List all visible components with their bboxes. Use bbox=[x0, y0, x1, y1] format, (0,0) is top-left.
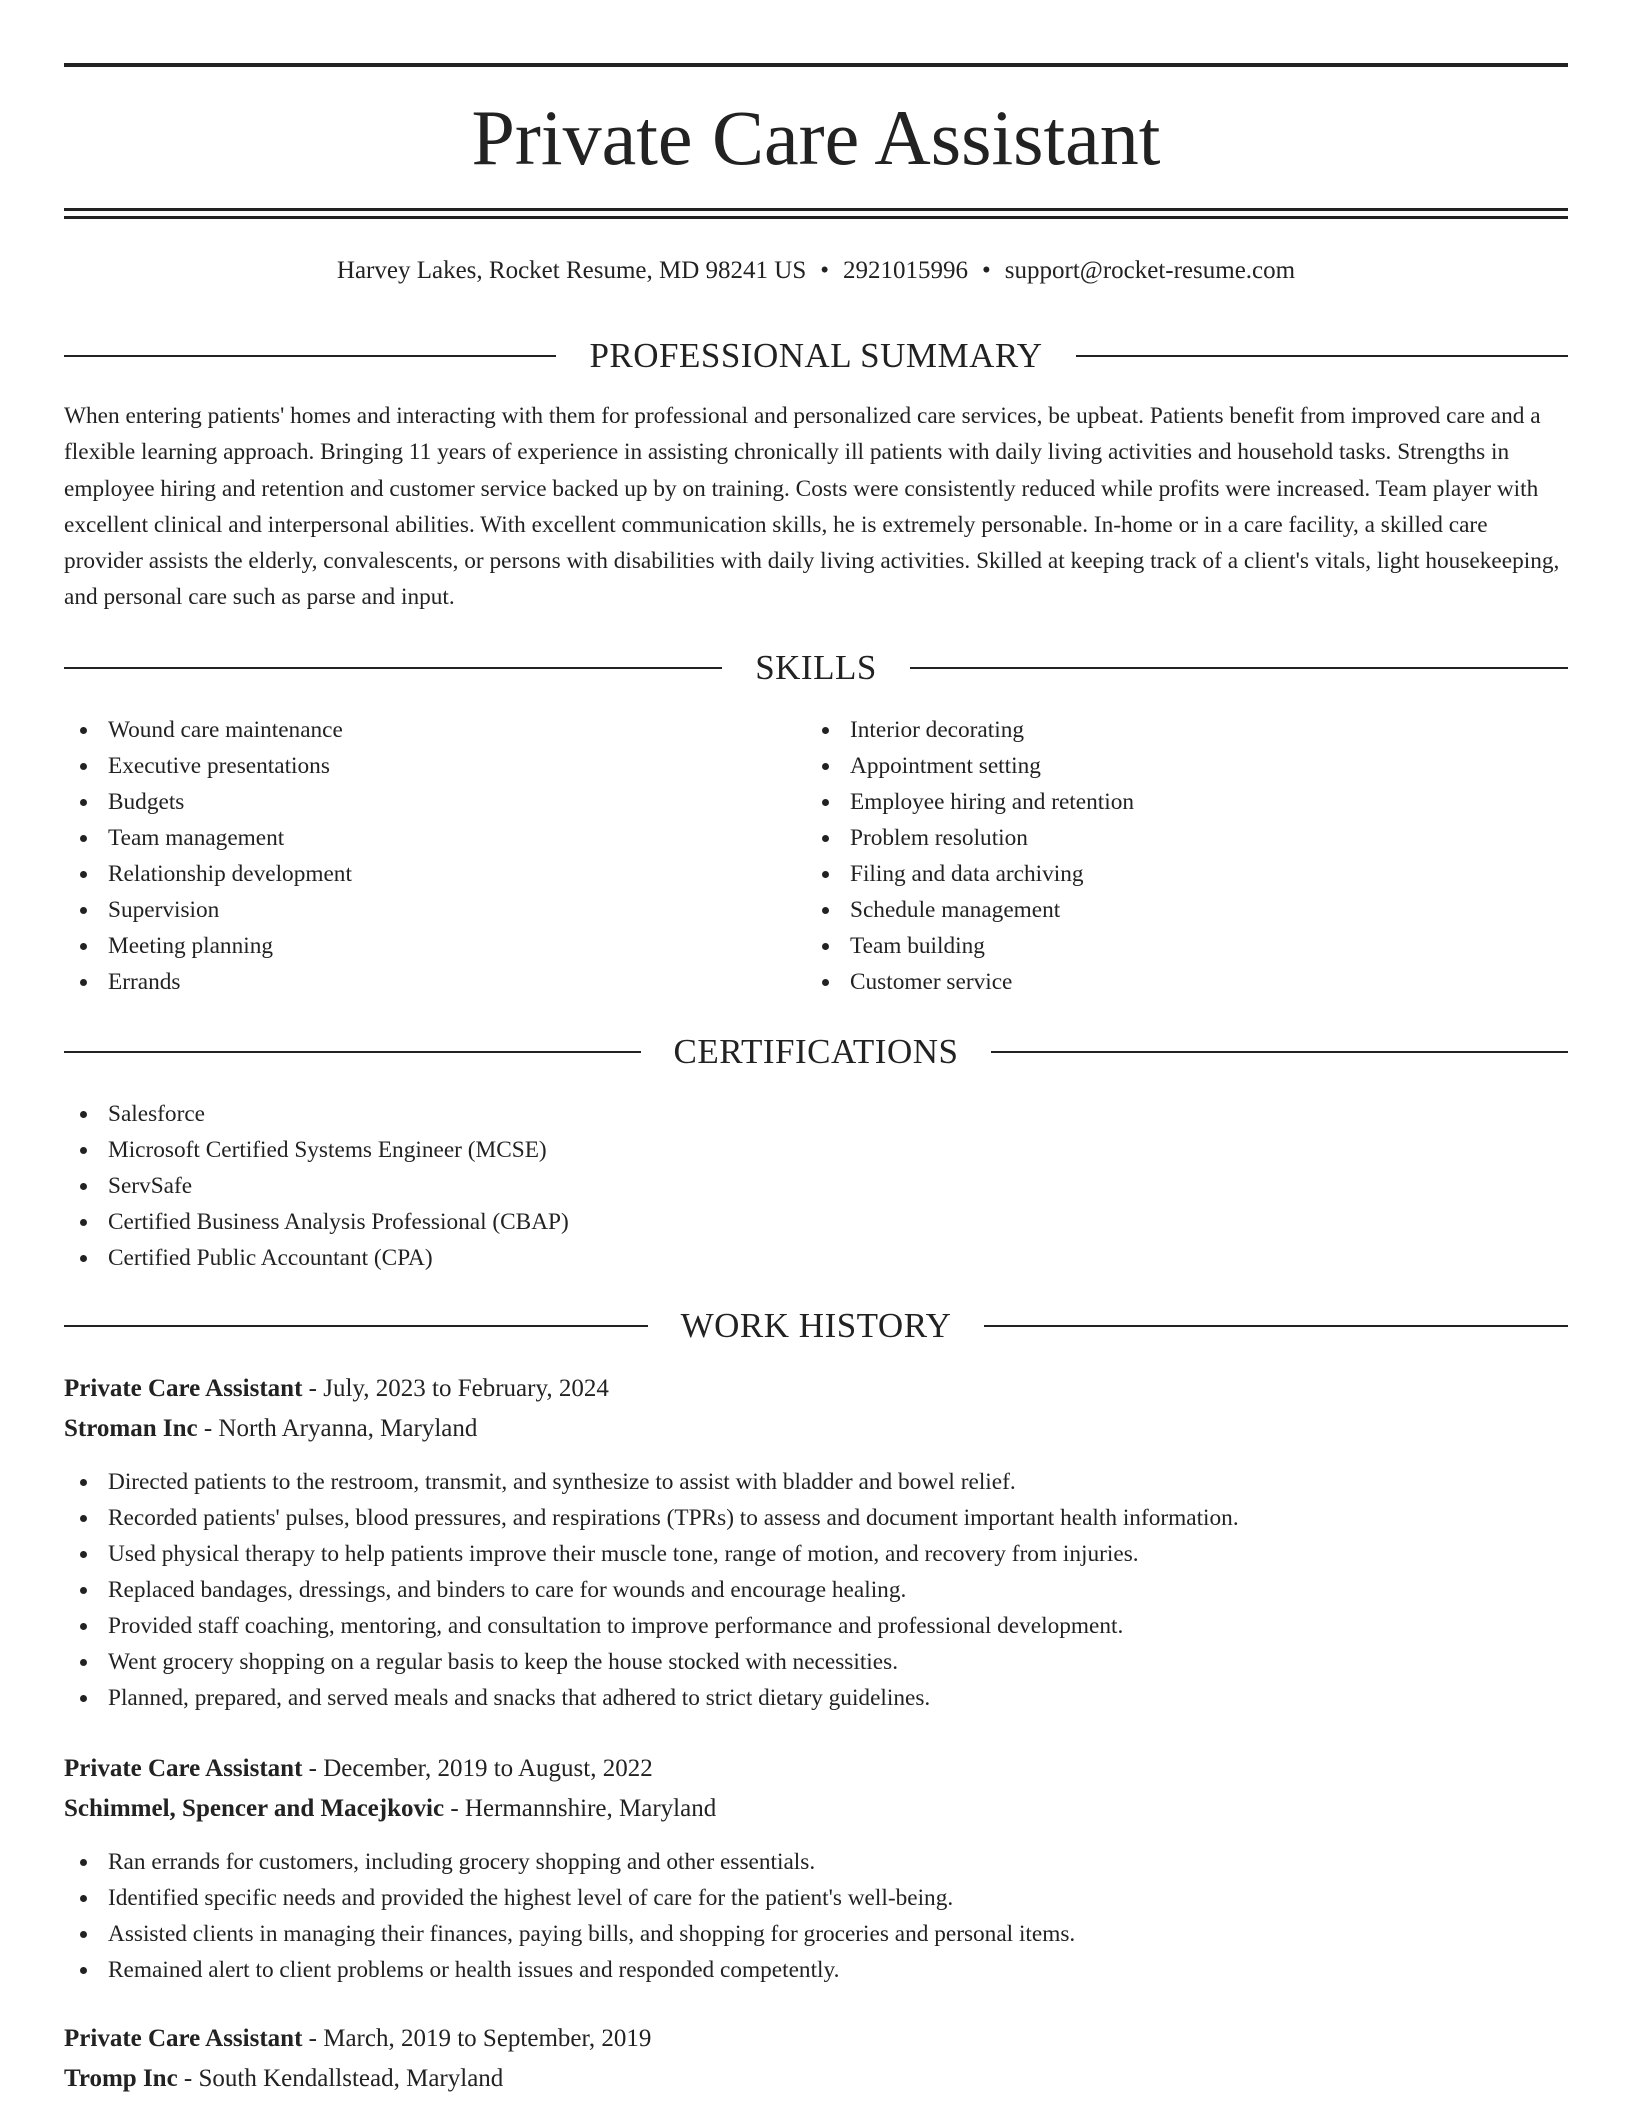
job-duty-item: Went grocery shopping on a regular basis to keep the house stocked with necessities. bbox=[64, 1644, 1568, 1680]
certification-item: ServSafe bbox=[64, 1168, 1568, 1204]
summary-text: When entering patients' homes and interacting with them for professional and personalized care services, be upbeat. Patients benefit from improved care and a flexible learning approach. Bringing 11 years of experience in assisting chronically ill patients with daily living activities and household tasks. Strengths in employee hiring and retention and customer service backed up by on training. Costs were consistently reduced while profits were increased. Team player with excellent clinical and interpersonal abilities. With excellent communication skills, he is extremely personable. In-home or in a care facility, a skilled care provider assists the elderly, convalescents, or persons with disabilities with daily living activities. Skilled at keeping track of a client's vitals, light housekeeping, and personal care such as parse and input. bbox=[64, 403, 1560, 611]
contact-phone: 2921015996 bbox=[843, 257, 969, 284]
skill-item: Budgets bbox=[64, 784, 804, 820]
contact-address: Harvey Lakes, Rocket Resume, MD 98241 US bbox=[336, 257, 807, 284]
certification-item: Salesforce bbox=[64, 1096, 1568, 1132]
job-title-line bbox=[64, 1372, 1568, 1406]
skills-list-right bbox=[806, 712, 1566, 1000]
job-company-line bbox=[64, 2062, 1568, 2096]
job-duty-item: Assisted clients in managing their finances, paying bills, and shopping for groceries and personal items. bbox=[64, 1916, 1568, 1952]
section-title-work-history: WORK HISTORY bbox=[680, 1306, 952, 1345]
job-dates: - July, 2023 to February, 2024 bbox=[302, 1375, 609, 1402]
section-divider bbox=[1076, 355, 1568, 357]
job-dates: - December, 2019 to August, 2022 bbox=[302, 1755, 653, 1782]
job-duty-item: Remained alert to client problems or health issues and responded competently. bbox=[64, 1952, 1568, 1988]
skills-list-left bbox=[64, 712, 804, 1000]
job-dates: - March, 2019 to September, 2019 bbox=[302, 2025, 652, 2052]
resume-title: Private Care Assistant bbox=[471, 94, 1161, 181]
skill-item: Meeting planning bbox=[64, 928, 804, 964]
skill-item: Team management bbox=[64, 820, 804, 856]
section-header-summary bbox=[64, 334, 1568, 378]
section-title-summary: PROFESSIONAL SUMMARY bbox=[589, 336, 1043, 375]
skill-item: Supervision bbox=[64, 892, 804, 928]
job-duty-item: Planned, prepared, and served meals and snacks that adhered to strict dietary guidelines. bbox=[64, 1680, 1568, 1716]
skill-item: Relationship development bbox=[64, 856, 804, 892]
skill-item: Executive presentations bbox=[64, 748, 804, 784]
job-duty-item: Recorded patients' pulses, blood pressures, and respirations (TPRs) to assess and document important health information. bbox=[64, 1500, 1568, 1536]
job-title-line bbox=[64, 2022, 1568, 2056]
job-location: - Hermannshire, Maryland bbox=[444, 1795, 717, 1822]
job-company: Tromp Inc bbox=[64, 2065, 178, 2092]
section-header-skills bbox=[64, 646, 1568, 690]
job-title: Private Care Assistant bbox=[64, 2025, 303, 2052]
section-title-skills: SKILLS bbox=[755, 648, 877, 687]
job-company-line bbox=[64, 1412, 1568, 1446]
title-rule-lower bbox=[64, 216, 1568, 219]
section-divider bbox=[984, 1325, 1568, 1327]
job-duty-item: Provided staff coaching, mentoring, and consultation to improve performance and professional development. bbox=[64, 1608, 1568, 1644]
contact-separator: • bbox=[982, 257, 991, 284]
certifications-list bbox=[64, 1096, 1568, 1276]
skill-item: Interior decorating bbox=[806, 712, 1566, 748]
section-header-work-history bbox=[64, 1304, 1568, 1348]
certification-item: Microsoft Certified Systems Engineer (MCSE) bbox=[64, 1132, 1568, 1168]
contact-separator: • bbox=[820, 257, 830, 284]
skill-item: Problem resolution bbox=[806, 820, 1566, 856]
skill-item: Team building bbox=[806, 928, 1566, 964]
job-company: Stroman Inc bbox=[64, 1415, 198, 1442]
certification-item: Certified Public Accountant (CPA) bbox=[64, 1240, 1568, 1276]
job-duties-list bbox=[64, 1844, 1568, 1988]
section-divider bbox=[64, 667, 722, 669]
contact-line bbox=[64, 254, 1568, 288]
section-divider bbox=[910, 667, 1568, 669]
job-duty-item: Identified specific needs and provided the highest level of care for the patient's well-being. bbox=[64, 1880, 1568, 1916]
job-title-line bbox=[64, 1752, 1568, 1786]
section-header-certifications bbox=[64, 1030, 1568, 1074]
job-location: - South Kendallstead, Maryland bbox=[177, 2065, 504, 2092]
skill-item: Employee hiring and retention bbox=[806, 784, 1566, 820]
section-title-certifications: CERTIFICATIONS bbox=[673, 1032, 959, 1071]
section-divider bbox=[991, 1051, 1568, 1053]
skill-item: Schedule management bbox=[806, 892, 1566, 928]
skill-item: Filing and data archiving bbox=[806, 856, 1566, 892]
section-divider bbox=[64, 1051, 641, 1053]
job-duty-item: Ran errands for customers, including grocery shopping and other essentials. bbox=[64, 1844, 1568, 1880]
job-title: Private Care Assistant bbox=[64, 1755, 303, 1782]
job-location: - North Aryanna, Maryland bbox=[197, 1415, 478, 1442]
section-divider bbox=[64, 1325, 648, 1327]
skill-item: Appointment setting bbox=[806, 748, 1566, 784]
job-duty-item: Replaced bandages, dressings, and binders to care for wounds and encourage healing. bbox=[64, 1572, 1568, 1608]
skill-item: Customer service bbox=[806, 964, 1566, 1000]
job-company: Schimmel, Spencer and Macejkovic bbox=[64, 1795, 445, 1822]
skill-item: Wound care maintenance bbox=[64, 712, 804, 748]
title-rule-upper bbox=[64, 208, 1568, 211]
top-rule bbox=[64, 63, 1568, 67]
contact-email: support@rocket-resume.com bbox=[1004, 257, 1296, 284]
section-divider bbox=[64, 355, 556, 357]
certification-item: Certified Business Analysis Professional (CBAP) bbox=[64, 1204, 1568, 1240]
job-duty-item: Directed patients to the restroom, transmit, and synthesize to assist with bladder and bowel relief. bbox=[64, 1464, 1568, 1500]
job-title: Private Care Assistant bbox=[64, 1375, 303, 1402]
skill-item: Errands bbox=[64, 964, 804, 1000]
job-company-line bbox=[64, 1792, 1568, 1826]
job-duties-list bbox=[64, 1464, 1568, 1716]
job-duty-item: Used physical therapy to help patients improve their muscle tone, range of motion, and recovery from injuries. bbox=[64, 1536, 1568, 1572]
